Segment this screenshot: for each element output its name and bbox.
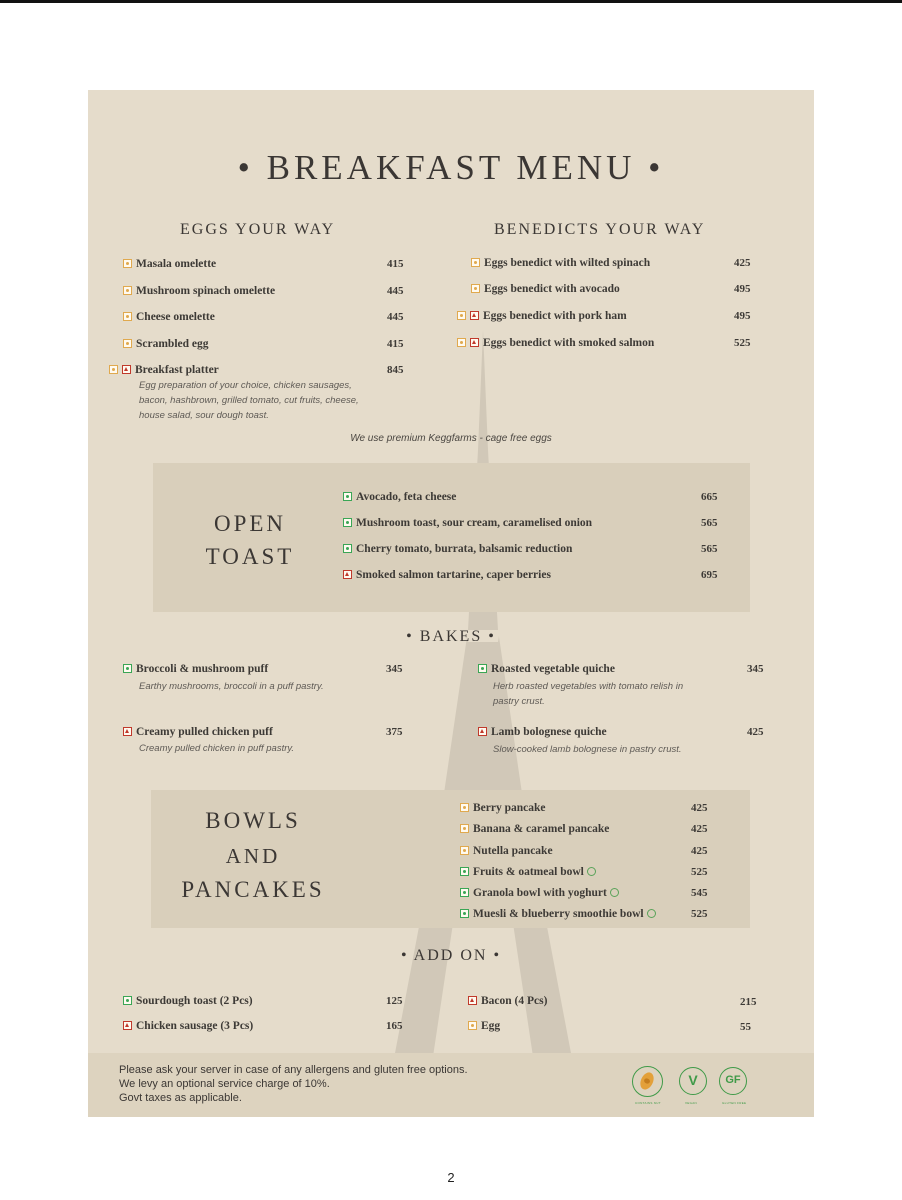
bowl-price-banana: 425 bbox=[691, 823, 708, 835]
veg-icon bbox=[123, 664, 132, 673]
gluten-free-caption: GLUTEN FREE bbox=[722, 1101, 747, 1105]
non-veg-icon bbox=[122, 365, 131, 374]
egg-icon bbox=[468, 1021, 477, 1030]
addon-item-bacon: Bacon (4 Pcs) bbox=[468, 995, 547, 1007]
vegan-caption: VEGAN bbox=[685, 1101, 698, 1105]
egg-icon bbox=[457, 311, 466, 320]
bake-price-chicken-puff: 375 bbox=[386, 726, 403, 738]
egg-icon bbox=[460, 803, 469, 812]
benedict-item-salmon: Eggs benedict with smoked salmon bbox=[457, 337, 654, 349]
addon-heading: • ADD ON • bbox=[400, 947, 502, 964]
allergen-note: Please ask your server in case of any allergens and gluten free options. bbox=[119, 1064, 468, 1076]
egg-icon bbox=[109, 365, 118, 374]
benedicts-heading: BENEDICTS YOUR WAY bbox=[494, 221, 706, 238]
veg-icon bbox=[123, 996, 132, 1005]
gluten-free-icon bbox=[610, 888, 619, 897]
eggs-item-cheese: Cheese omelette bbox=[123, 311, 215, 323]
egg-icon bbox=[471, 258, 480, 267]
open-toast-heading-line2: TOAST bbox=[205, 544, 295, 569]
bowl-price-nutella: 425 bbox=[691, 845, 708, 857]
egg-icon bbox=[123, 339, 132, 348]
benedict-price-avocado: 495 bbox=[734, 283, 751, 295]
bake-price-lamb-quiche: 425 bbox=[747, 726, 764, 738]
gluten-free-icon bbox=[647, 909, 656, 918]
veg-icon bbox=[478, 664, 487, 673]
bake-item-lamb-quiche: Lamb bolognese quiche bbox=[478, 726, 607, 738]
veg-icon bbox=[460, 888, 469, 897]
addon-price-bacon: 215 bbox=[740, 996, 757, 1008]
addon-price-sourdough: 125 bbox=[386, 995, 403, 1007]
addon-item-sourdough: Sourdough toast (2 Pcs) bbox=[123, 995, 253, 1007]
egg-icon bbox=[123, 286, 132, 295]
toast-price-mushroom: 565 bbox=[701, 517, 718, 529]
open-toast-panel bbox=[153, 463, 750, 612]
bake-item-vegetable-quiche: Roasted vegetable quiche bbox=[478, 663, 615, 675]
eiffel-tower-watermark bbox=[388, 330, 578, 1090]
bowl-item-muesli: Muesli & blueberry smoothie bowl bbox=[460, 908, 656, 920]
non-veg-icon bbox=[468, 996, 477, 1005]
bake-item-chicken-puff: Creamy pulled chicken puff bbox=[123, 726, 273, 738]
bake-price-vegetable-quiche: 345 bbox=[747, 663, 764, 675]
bowl-price-muesli: 525 bbox=[691, 908, 708, 920]
bake-desc-lamb-quiche: Slow-cooked lamb bolognese in pastry crust. bbox=[493, 744, 682, 755]
non-veg-icon bbox=[478, 727, 487, 736]
benedict-price-salmon: 525 bbox=[734, 337, 751, 349]
eggs-item-mushroom: Mushroom spinach omelette bbox=[123, 285, 275, 297]
bowl-item-nutella: Nutella pancake bbox=[460, 845, 553, 857]
eggs-price-mushroom: 445 bbox=[387, 285, 404, 297]
benedict-price-spinach: 425 bbox=[734, 257, 751, 269]
eggs-item-masala: Masala omelette bbox=[123, 258, 216, 270]
vegan-icon: V bbox=[679, 1067, 707, 1095]
footer-band bbox=[88, 1053, 814, 1117]
benedict-item-avocado: Eggs benedict with avocado bbox=[471, 283, 620, 295]
eggs-heading: EGGS YOUR WAY bbox=[180, 221, 336, 238]
toast-item-avocado: Avocado, feta cheese bbox=[343, 491, 456, 503]
gluten-free-legend-icon: GF bbox=[719, 1067, 747, 1095]
bowl-item-berry: Berry pancake bbox=[460, 802, 546, 814]
contains-nut-caption: CONTAINS NUT bbox=[635, 1101, 661, 1105]
footer-notes bbox=[119, 1063, 468, 1105]
top-edge-line bbox=[0, 0, 902, 3]
non-veg-icon bbox=[123, 1021, 132, 1030]
menu-page bbox=[88, 90, 814, 1117]
page-number: 2 bbox=[447, 1170, 455, 1185]
egg-icon bbox=[471, 284, 480, 293]
veg-icon bbox=[343, 518, 352, 527]
bowl-price-fruits: 525 bbox=[691, 866, 708, 878]
platter-description: Egg preparation of your choice, chicken sausages, bacon, hashbrown, grilled tomato, cut fruits, cheese, house salad, sour dough toast. bbox=[139, 380, 359, 421]
bakes-heading: • BAKES • bbox=[406, 628, 496, 645]
eggs-item-scrambled: Scrambled egg bbox=[123, 338, 209, 350]
bowl-price-granola: 545 bbox=[691, 887, 708, 899]
bowls-heading-line1: BOWLS bbox=[205, 808, 301, 833]
addon-price-sausage: 165 bbox=[386, 1020, 403, 1032]
eggs-item-platter: Breakfast platter bbox=[109, 364, 219, 376]
bake-desc-broccoli: Earthy mushrooms, broccoli in a puff pastry. bbox=[139, 681, 324, 692]
bowls-heading-line3: PANCAKES bbox=[181, 877, 325, 902]
bowl-item-banana: Banana & caramel pancake bbox=[460, 823, 609, 835]
bake-price-broccoli: 345 bbox=[386, 663, 403, 675]
veg-icon bbox=[343, 492, 352, 501]
toast-item-tomato: Cherry tomato, burrata, balsamic reduction bbox=[343, 543, 572, 555]
non-veg-icon bbox=[470, 311, 479, 320]
gluten-free-icon bbox=[587, 867, 596, 876]
veg-icon bbox=[460, 867, 469, 876]
toast-price-salmon: 695 bbox=[701, 569, 718, 581]
eggs-price-platter: 845 bbox=[387, 364, 404, 376]
non-veg-icon bbox=[123, 727, 132, 736]
eggs-source-note: We use premium Keggfarms - cage free eggs bbox=[350, 433, 552, 444]
toast-price-avocado: 665 bbox=[701, 491, 718, 503]
addon-item-egg: Egg bbox=[468, 1020, 500, 1032]
menu-title: • BREAKFAST MENU • bbox=[237, 148, 665, 187]
bowl-item-fruits: Fruits & oatmeal bowl bbox=[460, 866, 596, 878]
bake-desc-vegetable-quiche: Herb roasted vegetables with tomato relish in pastry crust. bbox=[493, 681, 684, 707]
bowl-price-berry: 425 bbox=[691, 802, 708, 814]
contains-nut-icon bbox=[632, 1066, 663, 1097]
egg-icon bbox=[457, 338, 466, 347]
veg-icon bbox=[460, 909, 469, 918]
egg-icon bbox=[123, 312, 132, 321]
toast-price-tomato: 565 bbox=[701, 543, 718, 555]
veg-icon bbox=[343, 544, 352, 553]
addon-item-sausage: Chicken sausage (3 Pcs) bbox=[123, 1020, 253, 1032]
benedict-item-ham: Eggs benedict with pork ham bbox=[457, 310, 627, 322]
egg-icon bbox=[460, 846, 469, 855]
benedict-item-spinach: Eggs benedict with wilted spinach bbox=[471, 257, 650, 269]
bake-item-broccoli: Broccoli & mushroom puff bbox=[123, 663, 268, 675]
non-veg-icon bbox=[343, 570, 352, 579]
benedict-price-ham: 495 bbox=[734, 310, 751, 322]
toast-item-salmon: Smoked salmon tartarine, caper berries bbox=[343, 569, 551, 581]
eggs-price-cheese: 445 bbox=[387, 311, 404, 323]
eggs-price-masala: 415 bbox=[387, 258, 404, 270]
egg-icon bbox=[123, 259, 132, 268]
egg-icon bbox=[460, 824, 469, 833]
toast-item-mushroom: Mushroom toast, sour cream, caramelised onion bbox=[343, 517, 592, 529]
open-toast-heading-line1: OPEN bbox=[213, 511, 287, 536]
bowl-item-granola: Granola bowl with yoghurt bbox=[460, 887, 619, 899]
service-charge-note: We levy an optional service charge of 10%. bbox=[119, 1078, 330, 1090]
non-veg-icon bbox=[470, 338, 479, 347]
bake-desc-chicken-puff: Creamy pulled chicken in puff pastry. bbox=[139, 743, 295, 754]
addon-price-egg: 55 bbox=[740, 1021, 751, 1033]
eggs-price-scrambled: 415 bbox=[387, 338, 404, 350]
tax-note: Govt taxes as applicable. bbox=[119, 1092, 242, 1104]
bowls-heading-line2: AND bbox=[225, 844, 281, 868]
